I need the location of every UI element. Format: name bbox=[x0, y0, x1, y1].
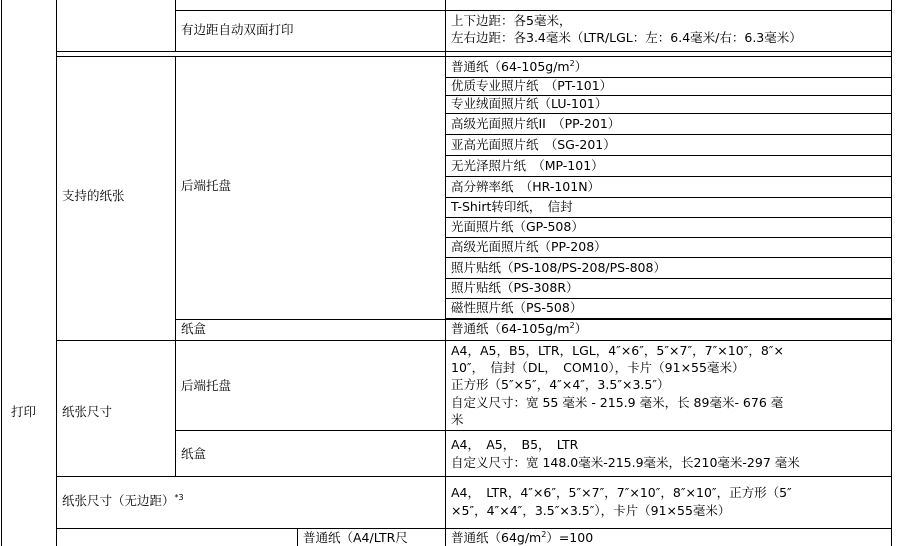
sub-label-rear-tray: 后端托盘 bbox=[181, 378, 232, 393]
paper-item: 普通纸$(64-105g/m^2)$ bbox=[451, 320, 588, 336]
col-divider-category bbox=[56, 0, 57, 546]
col-divider-value bbox=[445, 0, 446, 546]
paper-item: 亚高光面照片纸 （SG-201） bbox=[451, 137, 616, 152]
duplex-value-line-2: 左右边距：各3.4毫米（LTR/LGL：左：6.4毫米/右：6.3毫米） bbox=[451, 30, 802, 45]
row-line bbox=[445, 278, 892, 279]
paper-item: 照片贴纸（PS-108/PS-208/PS-808） bbox=[451, 260, 666, 275]
cassette-size-line: A4， A5， B5， LTR bbox=[451, 437, 579, 452]
col-divider-label bbox=[175, 56, 176, 340]
row-line bbox=[56, 340, 892, 341]
paper-item: 光面照片纸（GP-508） bbox=[451, 219, 584, 234]
paper-item: 高级光面照片纸II （PP-201） bbox=[451, 116, 621, 131]
duplex-value-line-1: 上下边距：各5毫米， bbox=[451, 13, 572, 28]
row-line bbox=[56, 56, 892, 57]
row-line bbox=[175, 10, 892, 11]
paper-item: 照片贴纸（PS-308R） bbox=[451, 280, 579, 295]
paper-size-line: A4，A5，B5，LTR，LGL，4″×6″，5″×7″，7″×10″，8″× bbox=[451, 343, 784, 358]
footnote-ref: *3 bbox=[174, 492, 184, 502]
borderless-size-line: ×5″，4″×4″，3.5″×3.5″），卡片（91×55毫米） bbox=[451, 503, 731, 518]
paper-item: 专业绒面照片纸（LU-101） bbox=[451, 96, 608, 111]
sub-label-rear-tray: 后端托盘 bbox=[181, 178, 232, 193]
cassette-size-line: 自定义尺寸：宽 148.0毫米-215.9毫米，长210毫米-297 毫米 bbox=[451, 455, 800, 470]
sub-label-cassette: 纸盒 bbox=[181, 446, 207, 461]
paper-size-line: 正方形（5″×5″，4″×4″，3.5″×3.5″） bbox=[451, 377, 670, 392]
row-label-plain-paper-capacity: 普通纸（A4/LTR尺 bbox=[303, 530, 408, 545]
row-label-borderless-size: 纸张尺寸（无边距）$^{*3}$ bbox=[62, 492, 184, 508]
row-line bbox=[445, 257, 892, 258]
col-divider-sub bbox=[297, 528, 298, 546]
paper-size-line: 10″， 信封（DL， COM10），卡片（91×55毫米） bbox=[451, 360, 745, 375]
row-line bbox=[445, 237, 892, 238]
sub-label-cassette: 纸盒 bbox=[181, 321, 207, 336]
paper-item: 磁性照片纸（PS-508） bbox=[451, 300, 583, 315]
row-line bbox=[445, 176, 892, 177]
row-label-duplex: 有边距自动双面打印 bbox=[181, 22, 294, 37]
row-line bbox=[56, 528, 892, 529]
paper-item: 优质专业照片纸 （PT-101） bbox=[451, 78, 613, 93]
paper-size-line: 自定义尺寸：宽 55 毫米 - 215.9 毫米，长 89毫米- 676 毫 bbox=[451, 395, 784, 410]
paper-item: 高分辨率纸 （HR-101N） bbox=[451, 179, 601, 194]
row-line bbox=[445, 134, 892, 135]
row-line bbox=[445, 155, 892, 156]
category-print: 打印 bbox=[11, 404, 37, 419]
paper-item: T-Shirt转印纸， 信封 bbox=[451, 199, 573, 214]
row-line bbox=[445, 197, 892, 198]
row-line bbox=[175, 430, 892, 431]
paper-item: 高级光面照片纸（PP-208） bbox=[451, 239, 607, 254]
paper-size-line: 米 bbox=[451, 412, 464, 427]
col-divider-label bbox=[175, 340, 176, 476]
row-line bbox=[445, 113, 892, 114]
borderless-size-line: A4， LTR，4″×6″，5″×7″，7″×10″，8″×10″，正方形（5″ bbox=[451, 485, 792, 500]
table-border-left bbox=[1, 0, 2, 546]
row-line bbox=[445, 298, 892, 299]
paper-item: 普通纸$(64-105g/m^2)$ bbox=[451, 58, 588, 74]
plain-paper-capacity-value: 普通纸$(64g/m^2)=100$ bbox=[451, 529, 594, 545]
row-label-paper-size: 纸张尺寸 bbox=[62, 404, 113, 419]
row-label-supported-paper: 支持的纸张 bbox=[62, 188, 125, 203]
row-line bbox=[56, 476, 892, 477]
row-line bbox=[175, 319, 892, 320]
row-line bbox=[445, 217, 892, 218]
row-line bbox=[56, 51, 892, 52]
table-border-right bbox=[891, 0, 892, 546]
col-divider-label bbox=[175, 0, 176, 51]
paper-item: 无光泽照片纸 （MP-101） bbox=[451, 158, 604, 173]
